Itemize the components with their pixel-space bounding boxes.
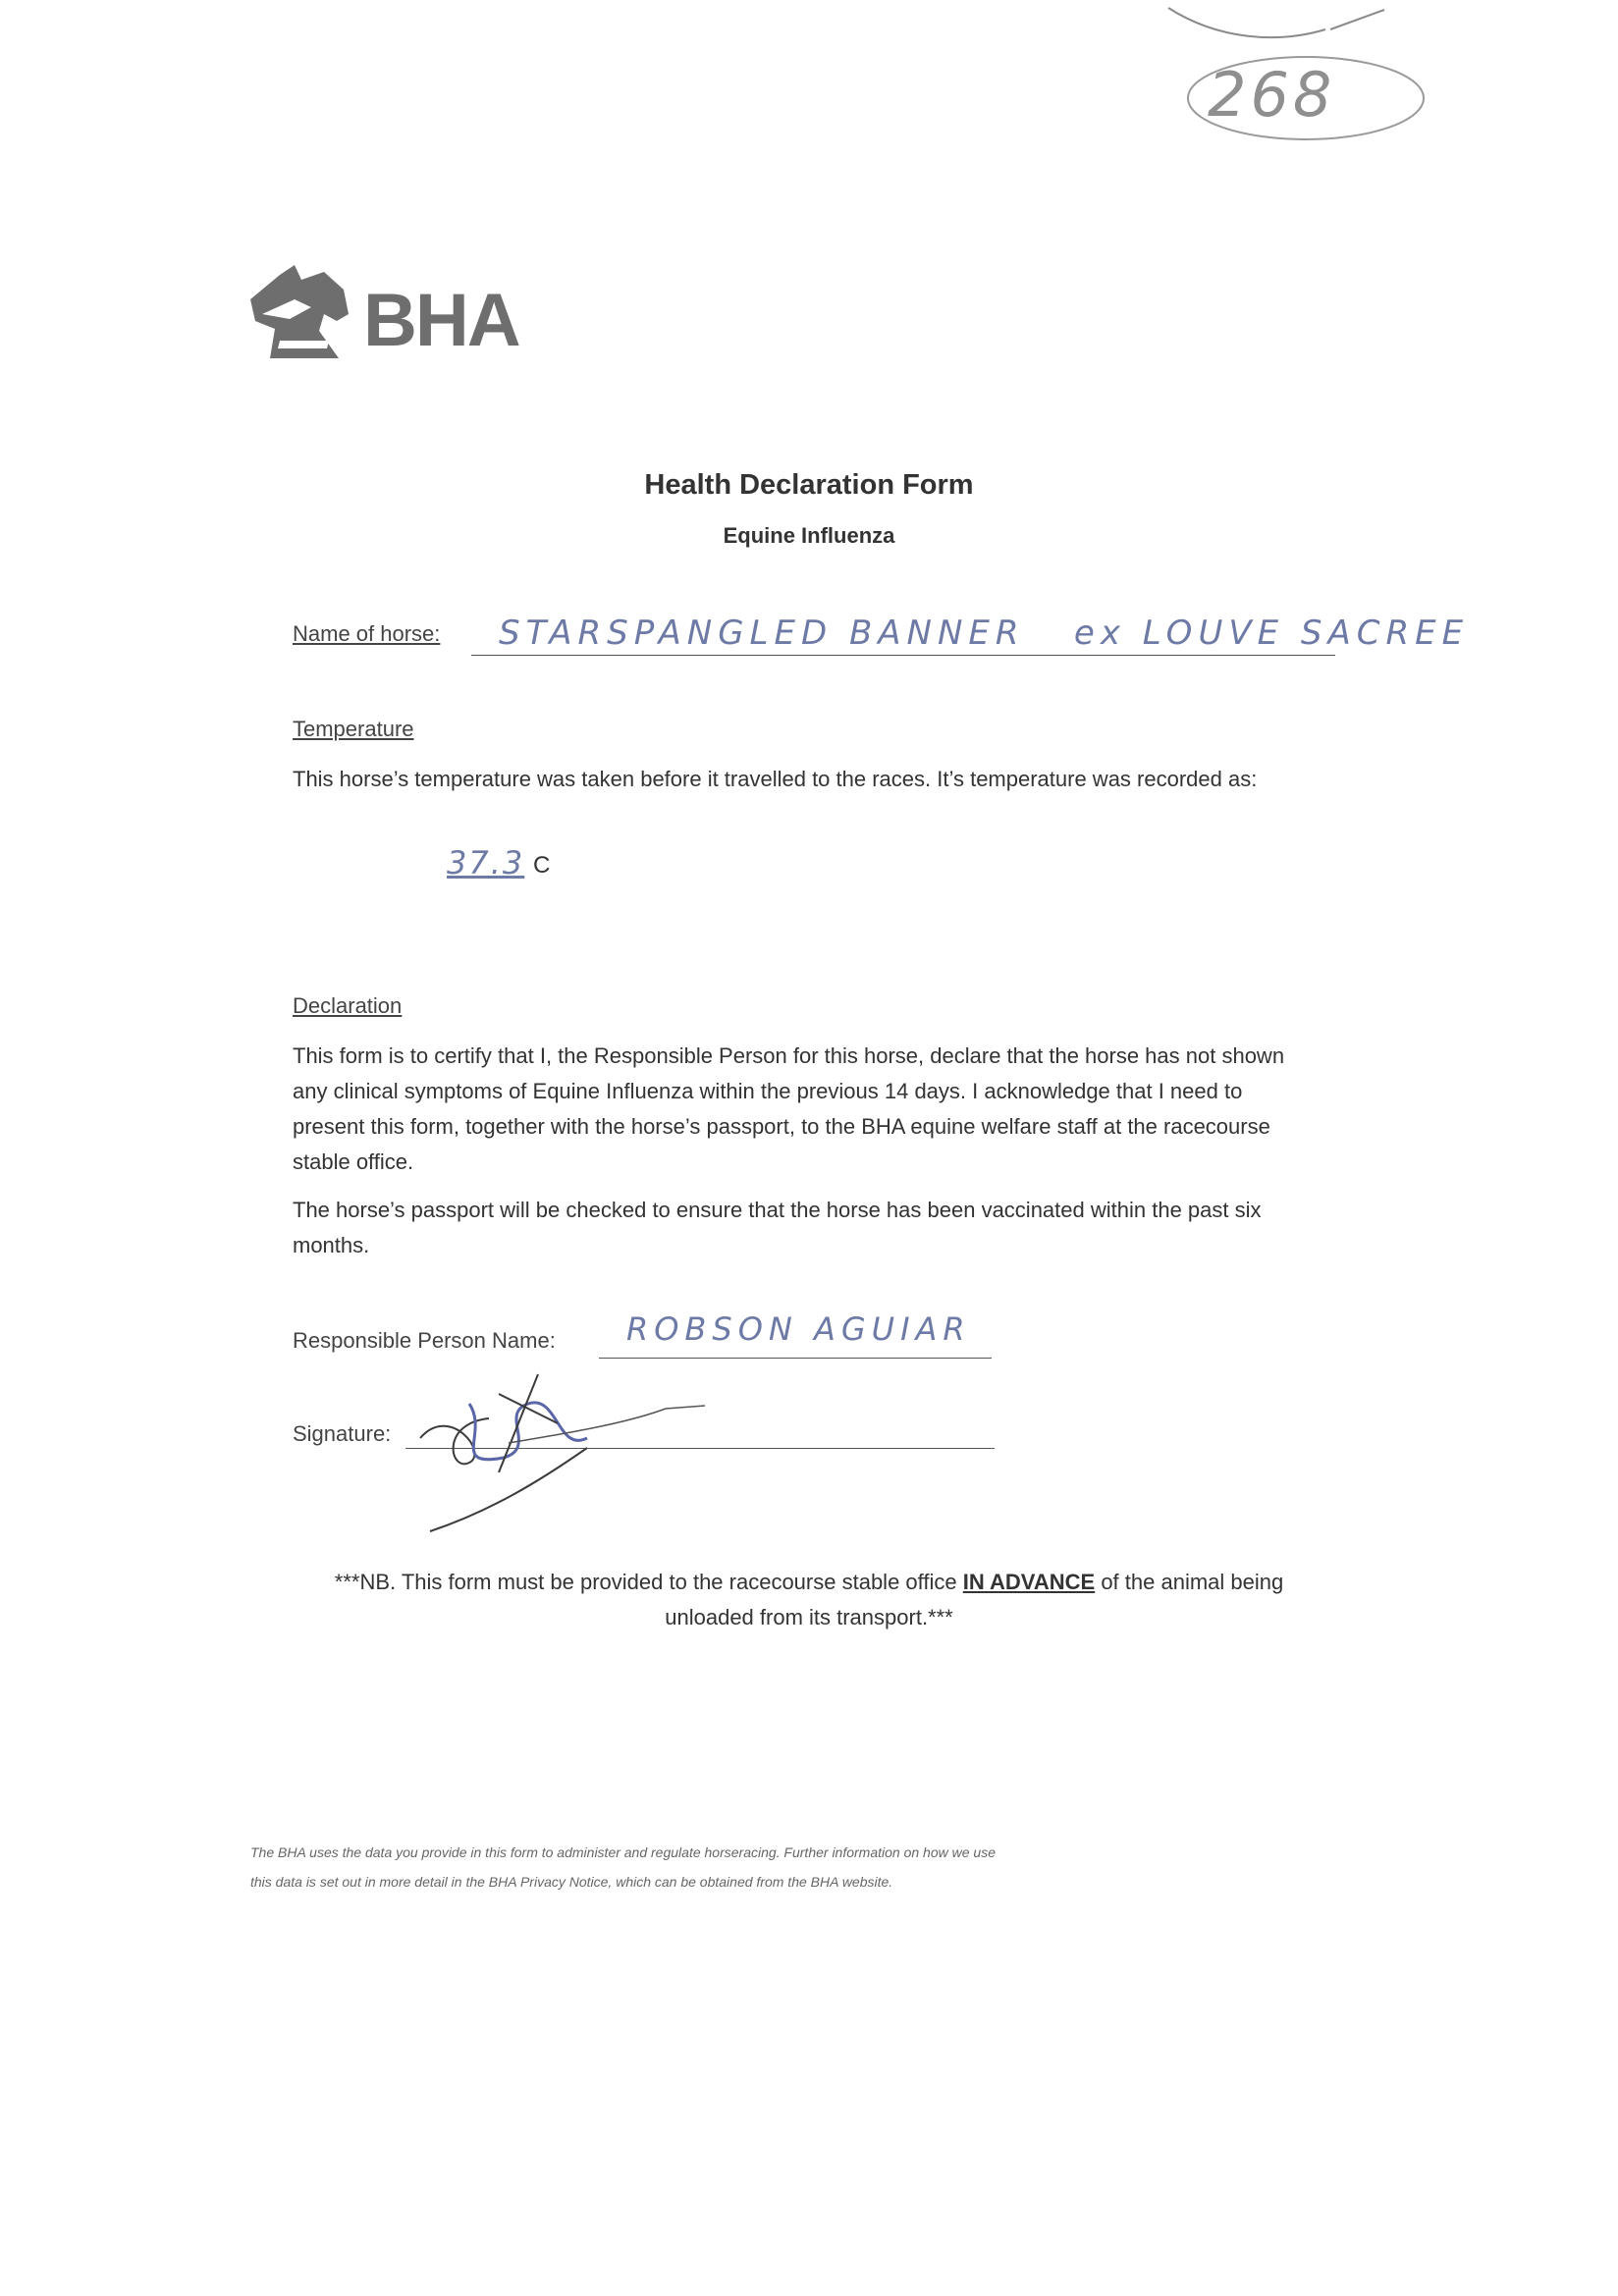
temperature-value[interactable]: 37.3 <box>447 844 525 881</box>
responsible-person-label: Responsible Person Name: <box>293 1328 556 1353</box>
notice-suffix: of the animal being unloaded from its transport.*** <box>665 1570 1284 1629</box>
logo-text: BHA <box>363 279 519 362</box>
declaration-paragraph-1: This form is to certify that I, the Responsible Person for this horse, declare that the horse has not shown any clinical symptoms of Equine Influenza within the previous 14 days. I acknowledge that I need to present this form, together with the horse’s passport, to the BHA equine welfare staff at the racecourse stable office. <box>293 1043 1285 1174</box>
notice-emphasis: IN ADVANCE <box>962 1570 1096 1594</box>
form-title: Health Declaration Form <box>644 469 974 501</box>
signature-row <box>293 1364 1019 1541</box>
temperature-unit: C <box>533 852 551 879</box>
responsible-person-value[interactable]: ROBSON AGUIAR <box>626 1310 971 1348</box>
declaration-heading: Declaration <box>293 993 403 1018</box>
footer-line-2: this data is set out in more detail in the BHA Privacy Notice, which can be obtained from the BHA website. <box>250 1874 893 1890</box>
horse-head-logo-icon <box>241 260 368 368</box>
footer-line-1: The BHA uses the data you provide in this form to administer and regulate horseracing. Further information on how we use <box>250 1844 996 1860</box>
horse-name-value[interactable]: STARSPANGLED BANNER ex LOUVE SACREE <box>499 614 1470 653</box>
horse-name-row <box>293 614 1490 663</box>
advance-notice <box>295 1565 1323 1635</box>
handwritten-annotation <box>1159 0 1473 147</box>
temperature-reading <box>447 844 643 893</box>
responsible-person-line <box>599 1358 992 1359</box>
notice-prefix: ***NB. This form must be provided to the racecourse stable office <box>334 1570 957 1594</box>
declaration-paragraph-2: The horse’s passport will be checked to ensure that the horse has been vaccinated within the past six months. <box>293 1198 1262 1257</box>
form-subtitle: Equine Influenza <box>723 523 895 548</box>
horse-name-line <box>471 655 1335 656</box>
temperature-heading: Temperature <box>293 717 414 741</box>
privacy-footer <box>250 1838 1379 1896</box>
bha-logo <box>241 260 535 368</box>
horse-name-label: Name of horse: <box>293 621 441 646</box>
temperature-text: This horse’s temperature was taken before it travelled to the races. It’s temperature was recorded as: <box>293 767 1258 791</box>
annotation-number: 268 <box>1208 59 1336 131</box>
responsible-person-row <box>293 1310 999 1369</box>
signature-label: Signature: <box>293 1421 392 1446</box>
signature-scribble-icon[interactable] <box>410 1364 744 1541</box>
